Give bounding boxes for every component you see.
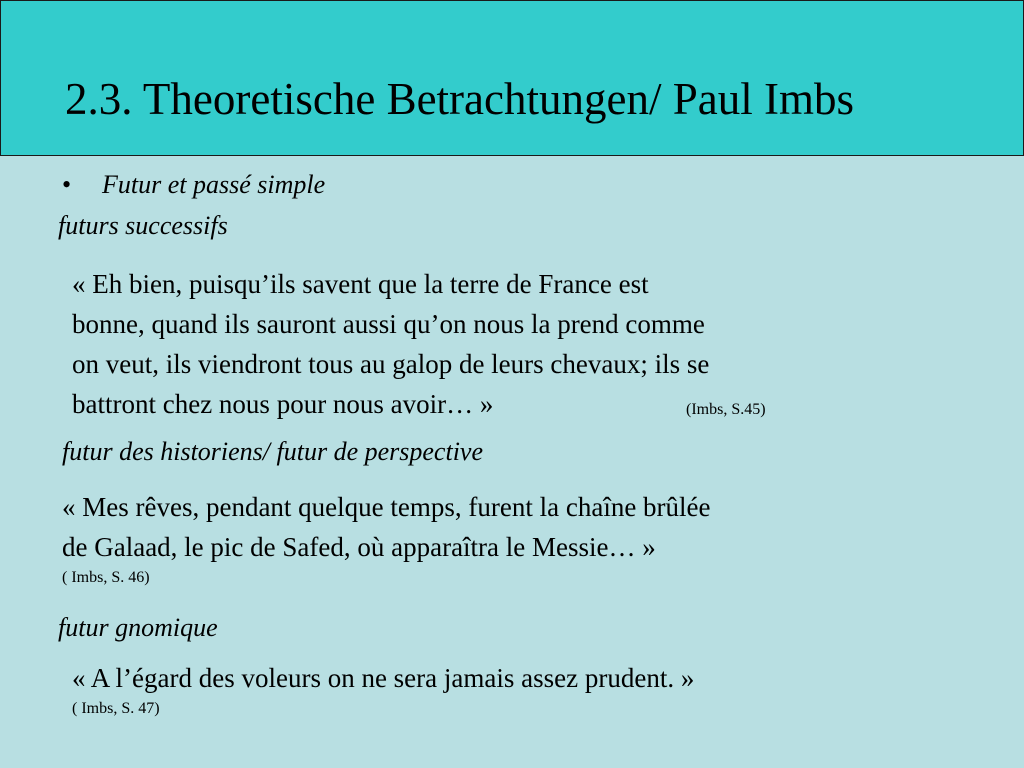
quote-line: on veut, ils viendront tous au galop de leurs chevaux; ils se (72, 349, 710, 379)
bullet-symbol: • (62, 170, 72, 199)
slide-title: 2.3. Theoretische Betrachtungen/ Paul Imbs (65, 74, 854, 124)
citation: (Imbs, S.45) (686, 401, 766, 418)
section-heading-futurs-successifs: futurs successifs (58, 211, 228, 240)
section-heading-futur-gnomique: futur gnomique (58, 613, 218, 642)
title-bar (0, 0, 1024, 156)
quote-line: « Eh bien, puisqu’ils savent que la terre de France est (72, 269, 649, 299)
quote-line: « A l’égard des voleurs on ne sera jamais assez prudent. » (72, 663, 695, 693)
section-heading-futur-des-historiens: futur des historiens/ futur de perspective (62, 437, 484, 466)
bullet-text: Futur et passé simple (102, 170, 326, 199)
quote-line: battront chez nous pour nous avoir… » (72, 389, 494, 419)
quote-line: bonne, quand ils sauront aussi qu’on nous la prend comme (72, 309, 705, 339)
citation: ( Imbs, S. 46) (62, 569, 150, 586)
quote-line: « Mes rêves, pendant quelque temps, furent la chaîne brûlée (62, 492, 711, 522)
quote-line: de Galaad, le pic de Safed, où apparaîtra le Messie… » (62, 532, 656, 562)
citation: ( Imbs, S. 47) (72, 700, 160, 717)
